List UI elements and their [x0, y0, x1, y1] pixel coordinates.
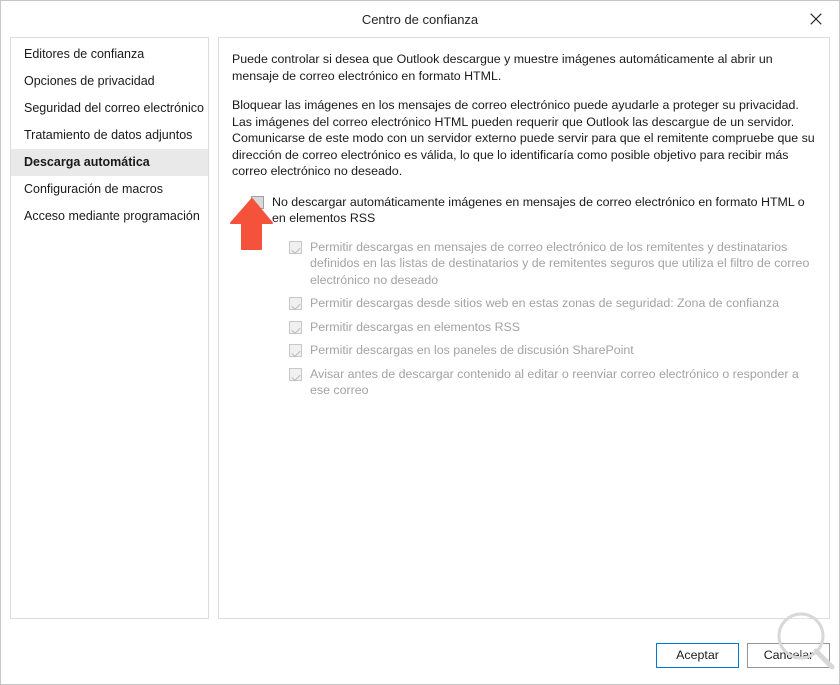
sidebar-item-descarga-automatica[interactable]: Descarga automática [11, 149, 208, 176]
checkbox-label-allow-sharepoint: Permitir descargas en los paneles de discusión SharePoint [310, 343, 634, 357]
close-glyph [810, 13, 822, 25]
checkbox-no-autodownload[interactable] [251, 196, 264, 209]
checkbox-warn-before-download [289, 368, 302, 381]
category-list[interactable] [10, 37, 209, 619]
close-icon[interactable] [793, 1, 839, 37]
cancel-button[interactable]: Cancelar [747, 643, 830, 668]
window-title: Centro de confianza [361, 11, 479, 27]
checkbox-label-allow-rss: Permitir descargas en elementos RSS [310, 319, 521, 334]
checkbox-label-allow-safe-senders: Permitir descargas en mensajes de correo electrónico de los remitentes y destinatarios definidos en las listas de destinatarios y de remitentes seguros que utiliza el filtro de correo electrónico no deseado [310, 239, 810, 287]
sidebar-item-editores-de-confianza[interactable]: Editores de confianza [24, 47, 145, 61]
option-row-allow-rss [289, 319, 815, 336]
dialog-body [10, 37, 830, 675]
checkbox-label-no-autodownload: No descargar automáticamente imágenes en mensajes de correo electrónico en formato HTML o en elementos RSS [272, 194, 805, 225]
checkbox-allow-sharepoint [289, 344, 302, 357]
titlebar [1, 1, 839, 37]
checkbox-label-allow-trusted-zones: Permitir descargas desde sitios web en estas zonas de seguridad: Zona de confianza [310, 296, 780, 310]
checkbox-allow-trusted-zones [289, 297, 302, 310]
checkbox-allow-rss [289, 321, 302, 334]
dialog-footer [656, 635, 830, 675]
sidebar-item-seguridad-del-correo-electronico[interactable]: Seguridad del correo electrónico [24, 101, 204, 115]
option-row-allow-safe-senders [289, 239, 815, 289]
option-row-allow-trusted-zones [289, 295, 815, 312]
description-paragraph-2: Bloquear las imágenes en los mensajes de correo electrónico puede ayudarle a proteger su privacidad. Las imágenes del correo electrónico HTML pueden requerir que Outlook las descargue de un servidor. Comunicarse de este modo con un servidor externo puede servir para que el remitente compruebe que su dirección de correo electrónico es válida, lo que lo identificaría como posible objetivo para recibir más correo electrónico no deseado. [232, 98, 815, 178]
option-row-no-autodownload[interactable] [251, 194, 815, 227]
panes [10, 37, 830, 619]
sidebar-item-configuracion-de-macros[interactable]: Configuración de macros [24, 182, 163, 196]
accept-button[interactable]: Aceptar [656, 643, 739, 668]
sidebar-item-opciones-de-privacidad[interactable]: Opciones de privacidad [24, 74, 155, 88]
description-paragraph-1: Puede controlar si desea que Outlook descargue y muestre imágenes automáticamente al abrir un mensaje de correo electrónico en formato HTML. [232, 52, 773, 83]
settings-pane [218, 37, 830, 619]
checkbox-label-warn-before-download: Avisar antes de descargar contenido al editar o reenviar correo electrónico o responder a ese correo [310, 366, 799, 397]
checkbox-allow-safe-senders [289, 241, 302, 254]
option-row-allow-sharepoint [289, 342, 815, 359]
option-row-warn-before-download [289, 366, 815, 399]
sidebar-item-tratamiento-de-datos-adjuntos[interactable]: Tratamiento de datos adjuntos [24, 128, 193, 142]
sidebar-item-acceso-mediante-programacion[interactable]: Acceso mediante programación [24, 209, 200, 223]
